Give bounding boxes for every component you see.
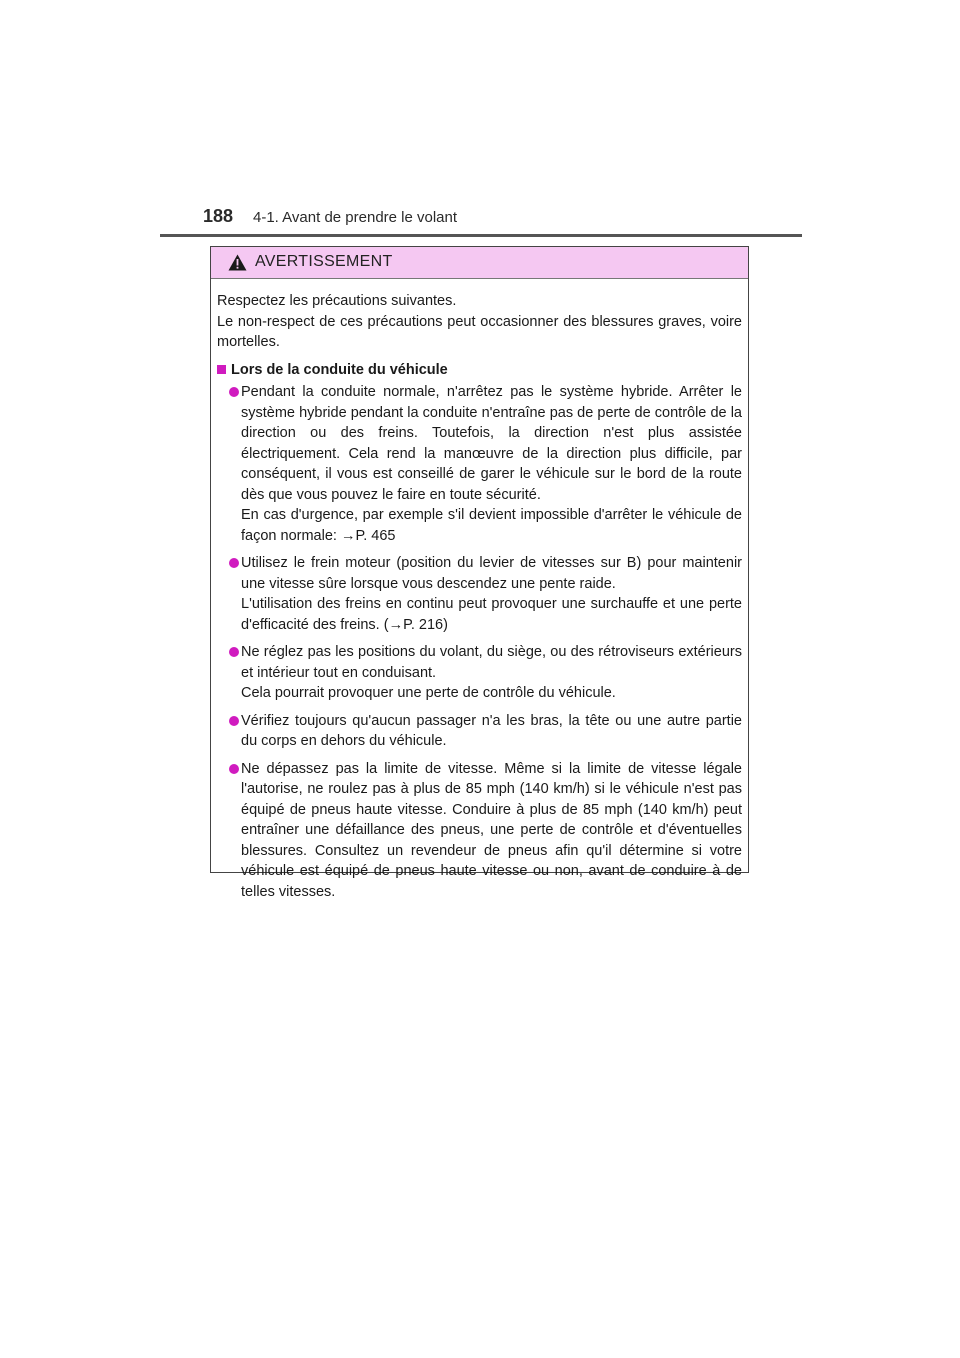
list-item bbox=[217, 382, 742, 546]
item-paragraph: Ne dépassez pas la limite de vitesse. Même si la limite de vitesse légale l'autorise, ne roulez pas à plus de 85 mph (140 km/h) si le véhicule n'est pas équipé de pneus haute vitesse. Conduire à plus de 85 mph (140 km/h) peut entraîner une défaillance des pneus, une perte de contrôle et d'éventuelles blessures. Consultez un revendeur de pneus afin qu'il détermine si votre véhicule est équipé de pneus haute vitesse ou non, avant de conduire à de telles vitesses. bbox=[241, 760, 742, 900]
item-paragraph: Vérifiez toujours qu'aucun passager n'a les bras, la tête ou une autre partie du corps en dehors du véhicule. bbox=[241, 712, 742, 749]
item-paragraph: Ne réglez pas les positions du volant, du siège, ou des rétroviseurs extérieurs et intérieur tout en conduisant. bbox=[241, 644, 742, 681]
page-number: 188 bbox=[203, 206, 234, 226]
intro-line: Le non-respect de ces précautions peut occasionner des blessures graves, voire mortelles. bbox=[217, 313, 742, 350]
round-bullet-icon bbox=[229, 558, 239, 568]
warning-header bbox=[211, 247, 748, 279]
warning-title: AVERTISSEMENT bbox=[255, 253, 393, 270]
item-paragraph: L'utilisation des freins en continu peut provoquer une surchauffe et une perte d'efficacité des freins. (→P. 216) bbox=[241, 596, 742, 633]
item-paragraph: Utilisez le frein moteur (position du levier de vitesses sur B) pour maintenir une vitesse sûre lorsque vous descendez une pente raide. bbox=[241, 555, 742, 592]
warning-box bbox=[210, 246, 749, 900]
item-paragraph: Cela pourrait provoquer une perte de contrôle du véhicule. bbox=[241, 685, 616, 701]
warning-list bbox=[217, 382, 742, 902]
section-title: 4-1. Avant de prendre le volant bbox=[253, 209, 458, 226]
subheading-text: Lors de la conduite du véhicule bbox=[231, 361, 448, 378]
warning-triangle-icon bbox=[228, 254, 247, 271]
subheading bbox=[217, 360, 742, 381]
item-paragraph: En cas d'urgence, par exemple s'il devient impossible d'arrêter le véhicule de façon normale: →P. 465 bbox=[241, 507, 742, 544]
round-bullet-icon bbox=[229, 716, 239, 726]
intro-line: Respectez les précautions suivantes. bbox=[217, 293, 457, 309]
list-item bbox=[217, 642, 742, 704]
warning-intro bbox=[217, 291, 742, 353]
page-header bbox=[160, 202, 802, 237]
round-bullet-icon bbox=[229, 387, 239, 397]
item-paragraph: Pendant la conduite normale, n'arrêtez pas le système hybride. Arrêter le système hybride pendant la conduite n'entraîne pas de perte de contrôle de la direction ou des freins. Toutefois, la direction n'est plus assistée électriquement. Cela rend la manœuvre de la direction plus difficile, par conséquent, il vous est conseillé de garer le véhicule sur le bord de la route dès que vous pouvez le faire en toute sécurité. bbox=[241, 384, 742, 503]
round-bullet-icon bbox=[229, 647, 239, 657]
round-bullet-icon bbox=[229, 764, 239, 774]
warning-body bbox=[211, 279, 748, 902]
list-item bbox=[217, 759, 742, 903]
list-item bbox=[217, 553, 742, 635]
square-bullet-icon bbox=[217, 365, 226, 374]
list-item bbox=[217, 711, 742, 752]
